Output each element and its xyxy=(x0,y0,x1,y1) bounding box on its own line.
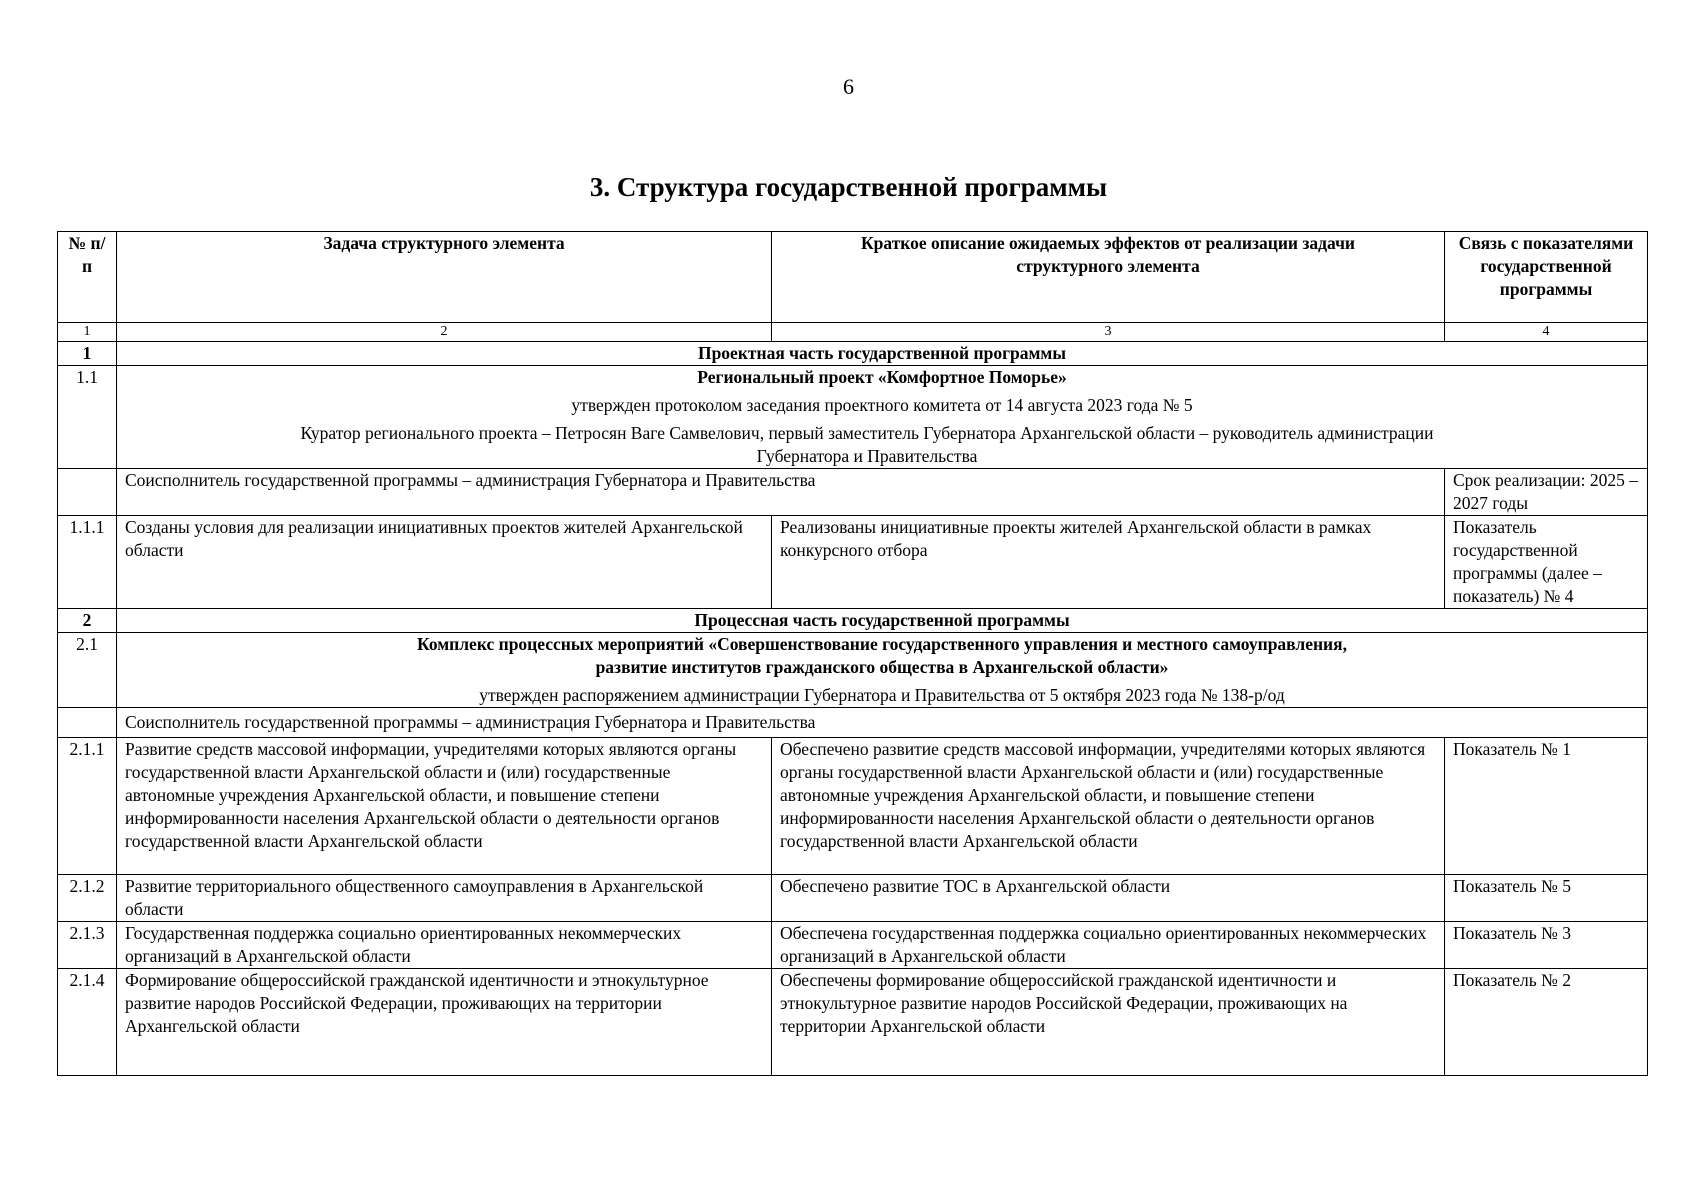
complex-approval: утвержден распоряжением администрации Губернатора и Правительства от 5 октября 2023 года № 138-р/од xyxy=(479,685,1285,705)
row-effect: Обеспечено развитие ТОС в Архангельской области xyxy=(772,875,1445,922)
project-approval: утвержден протоколом заседания проектного комитета от 14 августа 2023 года № 5 xyxy=(571,395,1193,415)
row-task: Созданы условия для реализации инициативных проектов жителей Архангельской области xyxy=(117,516,772,609)
header-number: № п/п xyxy=(58,232,117,323)
table-row xyxy=(58,875,1648,922)
coexecutor-row xyxy=(58,469,1648,516)
coexecutor-row xyxy=(58,708,1648,738)
project-coexecutor: Соисполнитель государственной программы – администрация Губернатора и Правительства xyxy=(117,469,1445,516)
row-number: 2.1.2 xyxy=(58,875,117,922)
project-curator: Куратор регионального проекта – Петросян Ваге Самвелович, первый заместитель Губернатора Архангельской области – руководитель администрации Губернатора и Правительства xyxy=(300,423,1434,466)
row-number: 2.1.4 xyxy=(58,969,117,1076)
row-number: 2.1.1 xyxy=(58,738,117,875)
project-info xyxy=(117,366,1648,469)
section-row xyxy=(58,609,1648,633)
row-task: Развитие средств массовой информации, учредителями которых являются органы государственной власти Архангельской области и (или) государственные автономные учреждения Архангельской области, и повышение степени информированности населения Архангельской области о деятельности органов государственной власти Архангельской области xyxy=(117,738,772,875)
page-number: 6 xyxy=(843,74,854,99)
row-task: Развитие территориального общественного самоуправления в Архангельской области xyxy=(117,875,772,922)
header-effect: Краткое описание ожидаемых эффектов от реализации задачи структурного элемента xyxy=(772,232,1445,323)
row-effect: Обеспечена государственная поддержка социально ориентированных некоммерческих организаций в Архангельской области xyxy=(772,922,1445,969)
project-row xyxy=(58,366,1648,469)
section-number: 2 xyxy=(58,609,117,633)
row-effect: Обеспечены формирование общероссийской гражданской идентичности и этнокультурное развитие народов Российской Федерации, проживающих на территории Архангельской области xyxy=(772,969,1445,1076)
table-row xyxy=(58,922,1648,969)
complex-row xyxy=(58,633,1648,708)
page-title: 3. Структура государственной программы xyxy=(589,172,1108,202)
section-number: 1 xyxy=(58,342,117,366)
project-number: 1.1 xyxy=(58,366,117,469)
empty-cell xyxy=(58,469,117,516)
section-title: Проектная часть государственной программы xyxy=(117,342,1648,366)
project-title: Региональный проект «Комфортное Поморье» xyxy=(697,367,1067,387)
section-title: Процессная часть государственной программы xyxy=(117,609,1648,633)
column-number: 3 xyxy=(772,323,1445,342)
program-structure-table xyxy=(57,231,1648,1076)
table-row xyxy=(58,516,1648,609)
column-numbers-row xyxy=(58,323,1648,342)
complex-number: 2.1 xyxy=(58,633,117,708)
complex-title-line2: развитие институтов гражданского общества в Архангельской области» xyxy=(595,657,1169,677)
complex-coexecutor: Соисполнитель государственной программы – администрация Губернатора и Правительства xyxy=(117,708,1648,738)
column-number: 1 xyxy=(58,323,117,342)
row-number: 1.1.1 xyxy=(58,516,117,609)
header-task: Задача структурного элемента xyxy=(117,232,772,323)
section-row xyxy=(58,342,1648,366)
header-indicator-link: Связь с показателями государственной программы xyxy=(1445,232,1648,323)
table-row xyxy=(58,969,1648,1076)
column-number: 2 xyxy=(117,323,772,342)
row-task: Формирование общероссийской гражданской идентичности и этнокультурное развитие народов Российской Федерации, проживающих на территории Архангельской области xyxy=(117,969,772,1076)
column-number: 4 xyxy=(1445,323,1648,342)
row-indicator: Показатель государственной программы (далее – показатель) № 4 xyxy=(1445,516,1648,609)
table-row xyxy=(58,738,1648,875)
row-indicator: Показатель № 3 xyxy=(1445,922,1648,969)
project-term: Срок реализации: 2025 – 2027 годы xyxy=(1445,469,1648,516)
complex-title-line1: Комплекс процессных мероприятий «Совершенствование государственного управления и местного самоуправления, xyxy=(417,634,1347,654)
complex-info xyxy=(117,633,1648,708)
row-effect: Реализованы инициативные проекты жителей Архангельской области в рамках конкурсного отбора xyxy=(772,516,1445,609)
table-header-row xyxy=(58,232,1648,323)
row-effect: Обеспечено развитие средств массовой информации, учредителями которых являются органы государственной власти Архангельской области и (или) государственные автономные учреждения Архангельской области, и повышение степени информированности населения Архангельской области о деятельности органов государственной власти Архангельской области xyxy=(772,738,1445,875)
row-indicator: Показатель № 2 xyxy=(1445,969,1648,1076)
row-indicator: Показатель № 1 xyxy=(1445,738,1648,875)
row-task: Государственная поддержка социально ориентированных некоммерческих организаций в Архангельской области xyxy=(117,922,772,969)
row-number: 2.1.3 xyxy=(58,922,117,969)
row-indicator: Показатель № 5 xyxy=(1445,875,1648,922)
empty-cell xyxy=(58,708,117,738)
